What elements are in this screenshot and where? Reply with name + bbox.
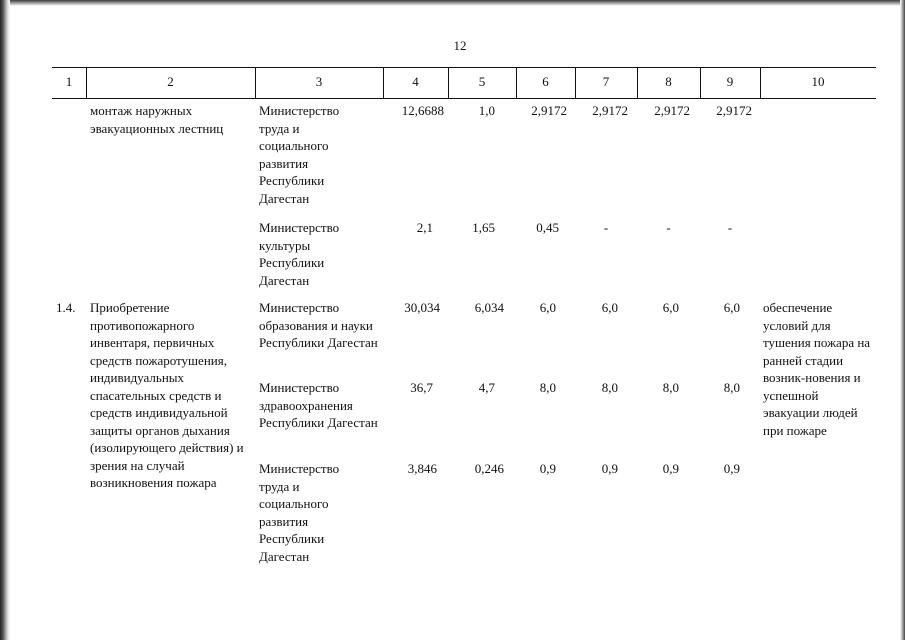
value-col6: 0,9	[539, 461, 556, 476]
column-header-4: 4	[412, 74, 419, 89]
value-col9: 6,0	[723, 300, 740, 315]
value-col5: 1,0	[478, 103, 495, 118]
value-col9: -	[727, 220, 733, 235]
value-col8: 6,0	[662, 300, 679, 315]
value-col4: 2,1	[416, 220, 433, 235]
executor-name: Министерство труда и социального развития Республики Дагестан	[259, 461, 340, 564]
value-col6: 2,9172	[531, 103, 567, 118]
value-col7: 8,0	[601, 380, 618, 395]
value-col6: 8,0	[539, 380, 556, 395]
value-col4: 36,7	[410, 380, 433, 395]
value-col8: 2,9172	[654, 103, 690, 118]
item-number: 1.4.	[56, 300, 76, 315]
value-col5: 6,034	[474, 300, 504, 315]
scan-edge-left	[0, 0, 10, 640]
expected-result: обеспечение условий для тушения пожара на ранней стадии возник-новения и успешной эвакуации людей при пожаре	[763, 300, 871, 438]
executor-name: Министерство образования и науки Республики Дагестан	[259, 300, 378, 350]
measure-description: Приобретение противопожарного инвентаря, первичных средств пожаротушения, индивидуальных спасательных средств и средств индивидуальной защиты органов дыхания (изолирующего действия) и зрения на случай возникновения пожара	[90, 300, 244, 490]
header-bottom-border	[52, 98, 876, 99]
value-col7: -	[603, 220, 609, 235]
executor-name: Министерство труда и социального развития Республики Дагестан	[259, 103, 340, 206]
value-col7: 6,0	[601, 300, 618, 315]
value-col4: 30,034	[404, 300, 440, 315]
column-header-2: 2	[167, 74, 174, 89]
value-col8: 0,9	[662, 461, 679, 476]
value-col8: 8,0	[662, 380, 679, 395]
page-number: 12	[453, 38, 467, 53]
value-col5: 1,65	[472, 220, 495, 235]
value-col7: 2,9172	[592, 103, 628, 118]
value-col7: 0,9	[601, 461, 618, 476]
scan-edge-top	[0, 0, 905, 6]
column-header-9: 9	[726, 74, 734, 89]
measure-description: монтаж наружных эвакуационных лестниц	[90, 103, 224, 136]
column-header-1: 1	[65, 74, 73, 89]
table-top-border	[52, 67, 876, 68]
column-header-8: 8	[665, 74, 672, 89]
value-col6: 0,45	[536, 220, 559, 235]
value-col4: 3,846	[407, 461, 437, 476]
column-header-10: 10	[811, 74, 825, 89]
value-col6: 6,0	[539, 300, 556, 315]
value-col5: 4,7	[478, 380, 495, 395]
value-col9: 0,9	[723, 461, 740, 476]
value-col9: 8,0	[723, 380, 740, 395]
value-col9: 2,9172	[716, 103, 752, 118]
value-col4: 12,6688	[401, 103, 444, 118]
column-header-3: 3	[315, 74, 323, 89]
scan-edge-right	[900, 0, 905, 640]
column-header-7: 7	[602, 74, 610, 89]
column-header-5: 5	[478, 74, 486, 89]
value-col5: 0,246	[474, 461, 504, 476]
executor-name: Министерство культуры Республики Дагестан	[259, 220, 340, 288]
executor-name: Министерство здравоохранения Республики Дагестан	[259, 380, 378, 430]
column-header-6: 6	[542, 74, 549, 89]
value-col8: -	[666, 220, 671, 235]
